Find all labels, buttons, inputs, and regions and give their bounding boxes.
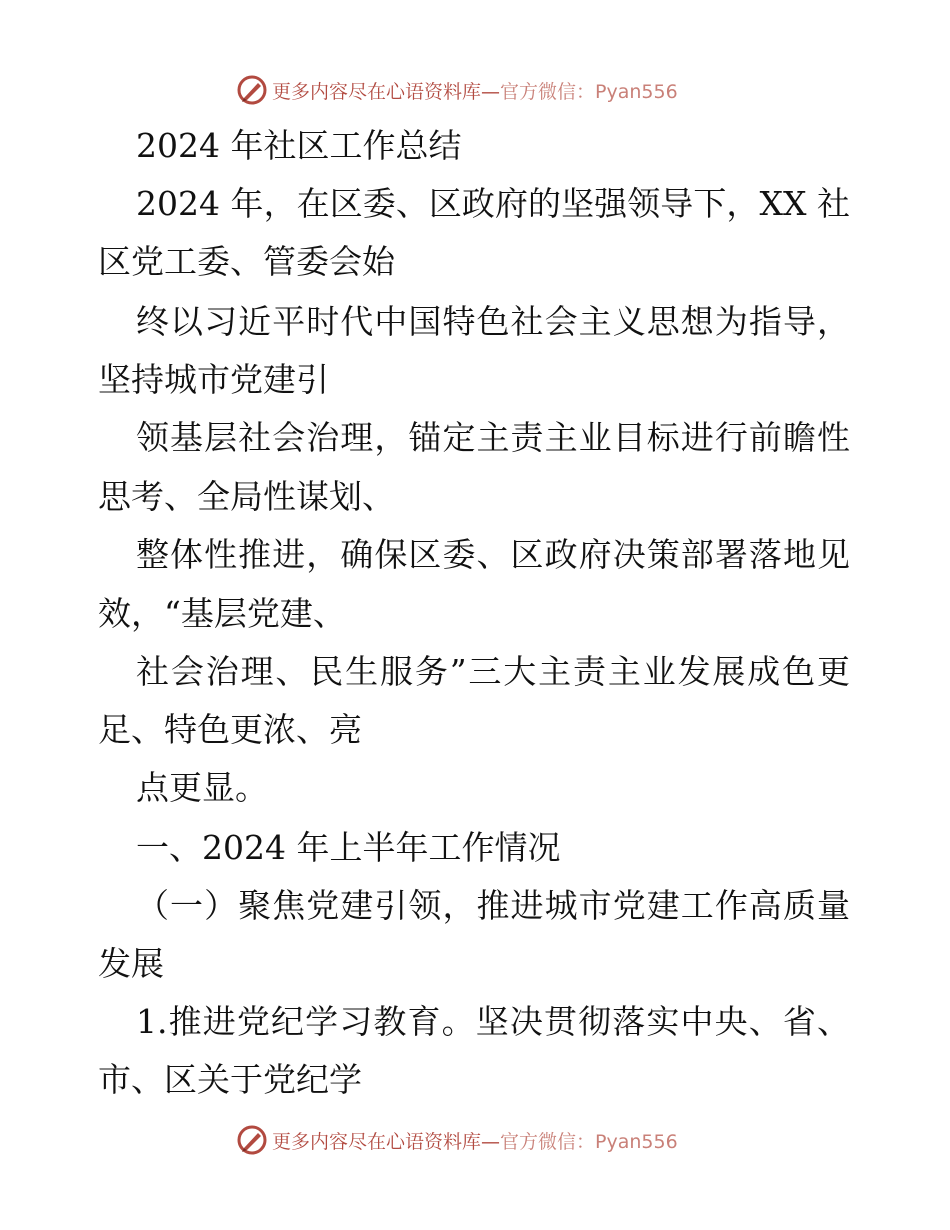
paragraph-line: 2024 年，在区委、区政府的坚强领导下，XX 社: [136, 184, 850, 223]
subsection-heading-continued: 发展: [98, 944, 164, 983]
section-heading: 一、2024 年上半年工作情况: [136, 828, 561, 867]
watermark-contact: 官方微信：Pyan556: [500, 1130, 678, 1153]
paragraph-line: 终以习近平时代中国特色社会主义思想为指导，: [136, 302, 850, 341]
pen-logo-icon: [236, 1124, 268, 1156]
watermark-text: [272, 1127, 678, 1154]
paragraph-line: 思考、全局性谋划、: [98, 477, 395, 516]
paragraph-line: 1.推进党纪学习教育。坚决贯彻落实中央、省、: [136, 1002, 850, 1041]
subsection-heading: （一）聚焦党建引领，推进城市党建工作高质量: [136, 886, 850, 925]
paragraph-line: 点更显。: [136, 768, 268, 807]
paragraph-line: 社会治理、民生服务”三大主责主业发展成色更: [136, 652, 850, 691]
paragraph-line: 效，“基层党建、: [98, 594, 346, 633]
document-title: 2024 年社区工作总结: [136, 126, 462, 165]
paragraph-line: 坚持城市党建引: [98, 360, 329, 399]
watermark-separator: —: [481, 80, 501, 103]
paragraph-line: 区党工委、管委会始: [98, 242, 395, 281]
footer-watermark: [236, 1122, 716, 1158]
watermark-main: 更多内容尽在心语资料库: [272, 1130, 482, 1153]
paragraph-line: 足、特色更浓、亮: [98, 710, 362, 749]
paragraph-line: 领基层社会治理，锚定主责主业目标进行前瞻性: [136, 418, 850, 457]
paragraph-line: 市、区关于党纪学: [98, 1060, 362, 1099]
watermark-main: 更多内容尽在心语资料库: [272, 80, 482, 103]
watermark-separator: —: [481, 1130, 501, 1153]
paragraph-line: 整体性推进，确保区委、区政府决策部署落地见: [136, 535, 850, 574]
watermark-contact: 官方微信：Pyan556: [500, 80, 678, 103]
